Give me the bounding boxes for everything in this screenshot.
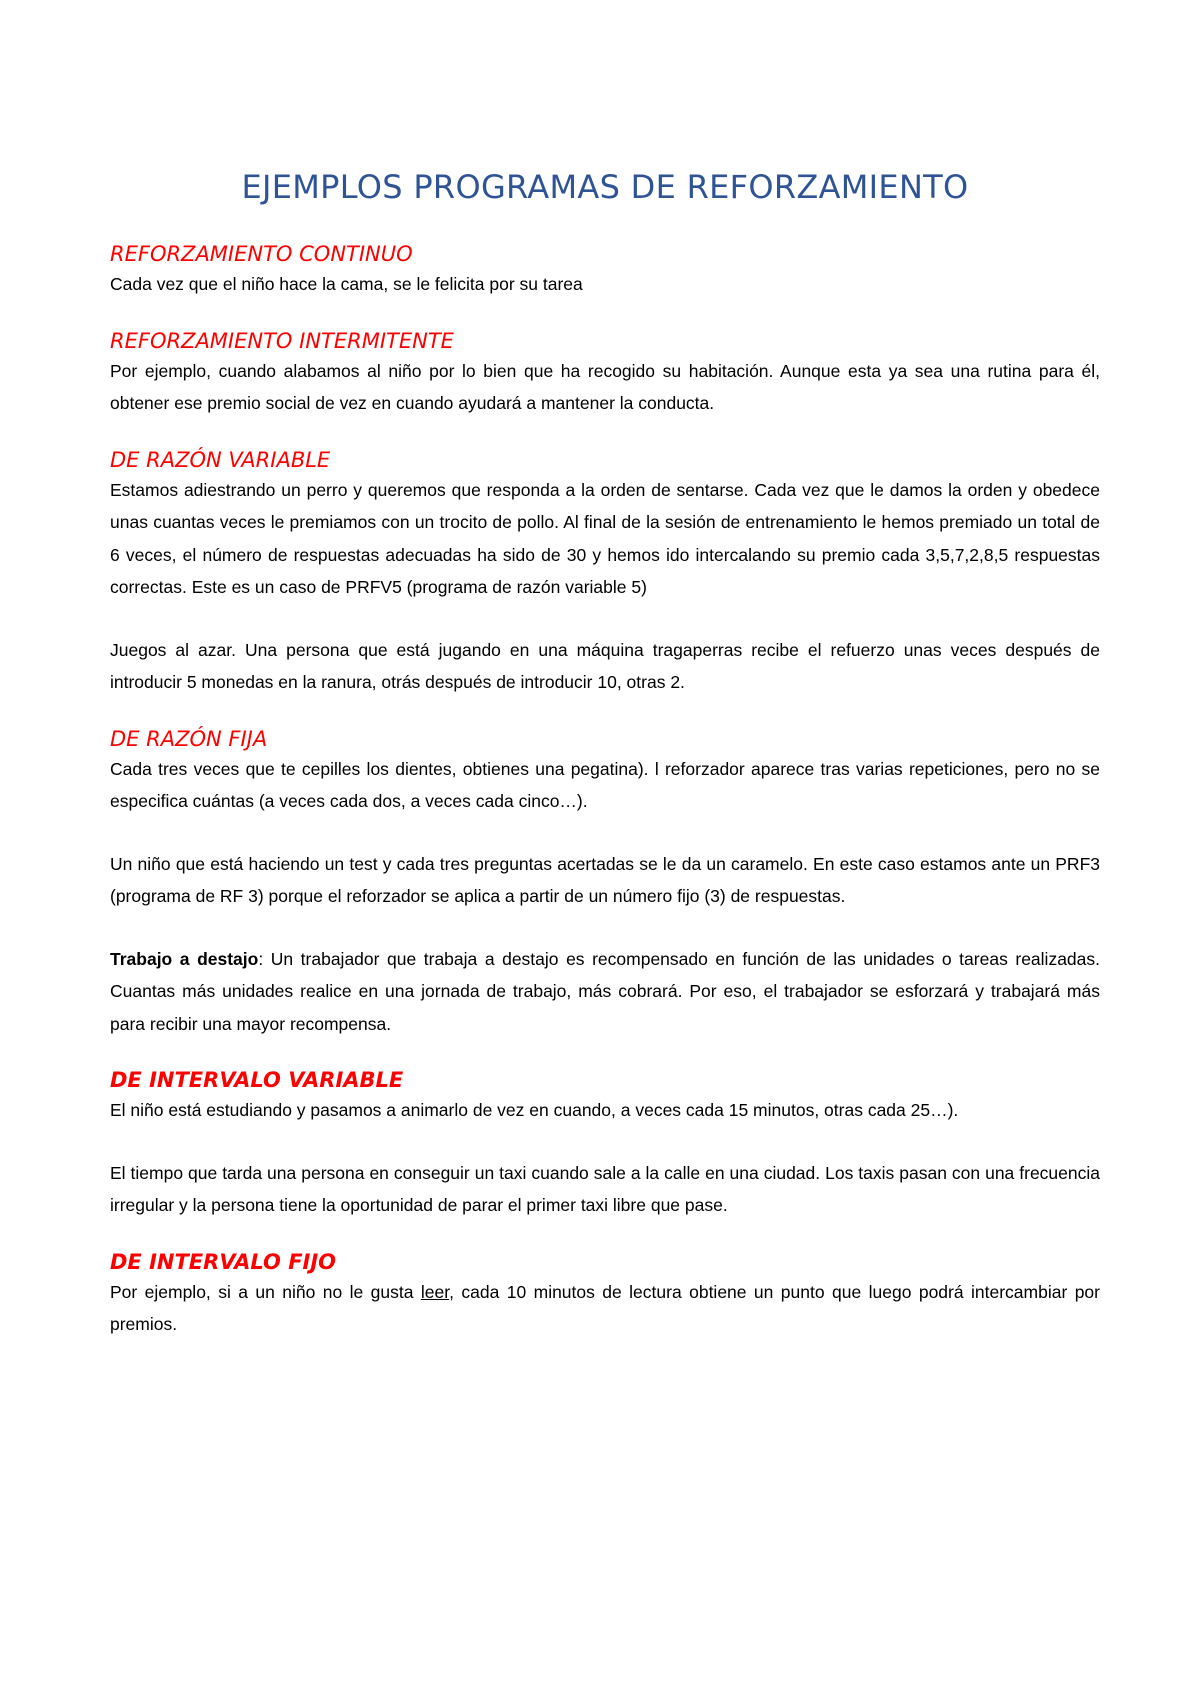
section-paragraph: El niño está estudiando y pasamos a animarlo de vez en cuando, a veces cada 15 minutos, otras cada 25…). bbox=[110, 1100, 959, 1120]
section-reforzamiento-intermitente bbox=[110, 327, 1100, 420]
section-heading: DE INTERVALO VARIABLE bbox=[110, 1068, 404, 1092]
section-paragraph bbox=[110, 943, 1100, 1041]
bold-term: Trabajo a destajo bbox=[110, 948, 259, 969]
paragraph-text: Por ejemplo, si a un niño no le gusta bbox=[110, 1281, 421, 1302]
section-heading: REFORZAMIENTO CONTINUO bbox=[110, 242, 413, 266]
section-paragraph: El tiempo que tarda una persona en conseguir un taxi cuando sale a la calle en una ciudad. Los taxis pasan con una frecuencia irregular y la persona tiene la oportunidad de parar el primer taxi libre que pase. bbox=[110, 1162, 1100, 1215]
section-paragraph: Cada tres veces que te cepilles los dientes, obtienes una pegatina). l reforzador aparece tras varias repeticiones, pero no se especifica cuántas (a veces cada dos, a veces cada cinco…). bbox=[110, 758, 1100, 811]
section-heading: DE RAZÓN FIJA bbox=[110, 726, 268, 751]
section-heading: REFORZAMIENTO INTERMITENTE bbox=[110, 328, 454, 353]
section-paragraph bbox=[110, 1276, 1100, 1341]
section-heading: DE INTERVALO FIJO bbox=[110, 1249, 337, 1274]
section-paragraph: Estamos adiestrando un perro y queremos que responda a la orden de sentarse. Cada vez que le damos la orden y obedece unas cuantas veces le premiamos con un trocito de pollo. Al final de la sesión de entrenamiento le hemos premiado un total de 6 veces, el número de respuestas adecuadas ha sido de 30 y hemos ido intercalando su premio cada 3,5,7,2,8,5 respuestas correctas. Este es un caso de PRFV5 (programa de razón variable 5) bbox=[110, 479, 1100, 597]
section-paragraph: Cada vez que el niño hace la cama, se le felicita por su tarea bbox=[110, 274, 583, 294]
paragraph-text: , cada 10 minutos de lectura obtiene un punto que luego podrá intercambiar por premios. bbox=[110, 1281, 1100, 1334]
paragraph-text: : Un trabajador que trabaja a destajo es recompensado en función de las unidades o tareas realizadas. Cuantas más unidades realice en una jornada de trabajo, más cobrará. Por eso, el trabajador se esforzará y trabajará más para recibir una mayor recompensa. bbox=[110, 948, 1100, 1034]
document-page bbox=[110, 168, 1100, 1341]
section-paragraph: Por ejemplo, cuando alabamos al niño por lo bien que ha recogido su habitación. Aunque esta ya sea una rutina para él, obtener ese premio social de vez en cuando ayudará a mantener la conducta. bbox=[110, 360, 1100, 413]
section-reforzamiento-continuo bbox=[110, 240, 1100, 301]
section-razon-fija bbox=[110, 725, 1100, 1041]
section-intervalo-fijo bbox=[110, 1248, 1100, 1341]
section-paragraph: Juegos al azar. Una persona que está jugando en una máquina tragaperras recibe el refuerzo unas veces después de introducir 5 monedas en la ranura, otrás después de introducir 10, otras 2. bbox=[110, 639, 1100, 692]
section-intervalo-variable bbox=[110, 1066, 1100, 1222]
section-heading: DE RAZÓN VARIABLE bbox=[110, 447, 331, 472]
section-razon-variable bbox=[110, 446, 1100, 699]
section-paragraph: Un niño que está haciendo un test y cada tres preguntas acertadas se le da un caramelo. En este caso estamos ante un PRF3 (programa de RF 3) porque el reforzador se aplica a partir de un número fijo (3) de respuestas. bbox=[110, 853, 1100, 906]
page-title: EJEMPLOS PROGRAMAS DE REFORZAMIENTO bbox=[241, 168, 969, 206]
underlined-word: leer bbox=[420, 1281, 450, 1302]
